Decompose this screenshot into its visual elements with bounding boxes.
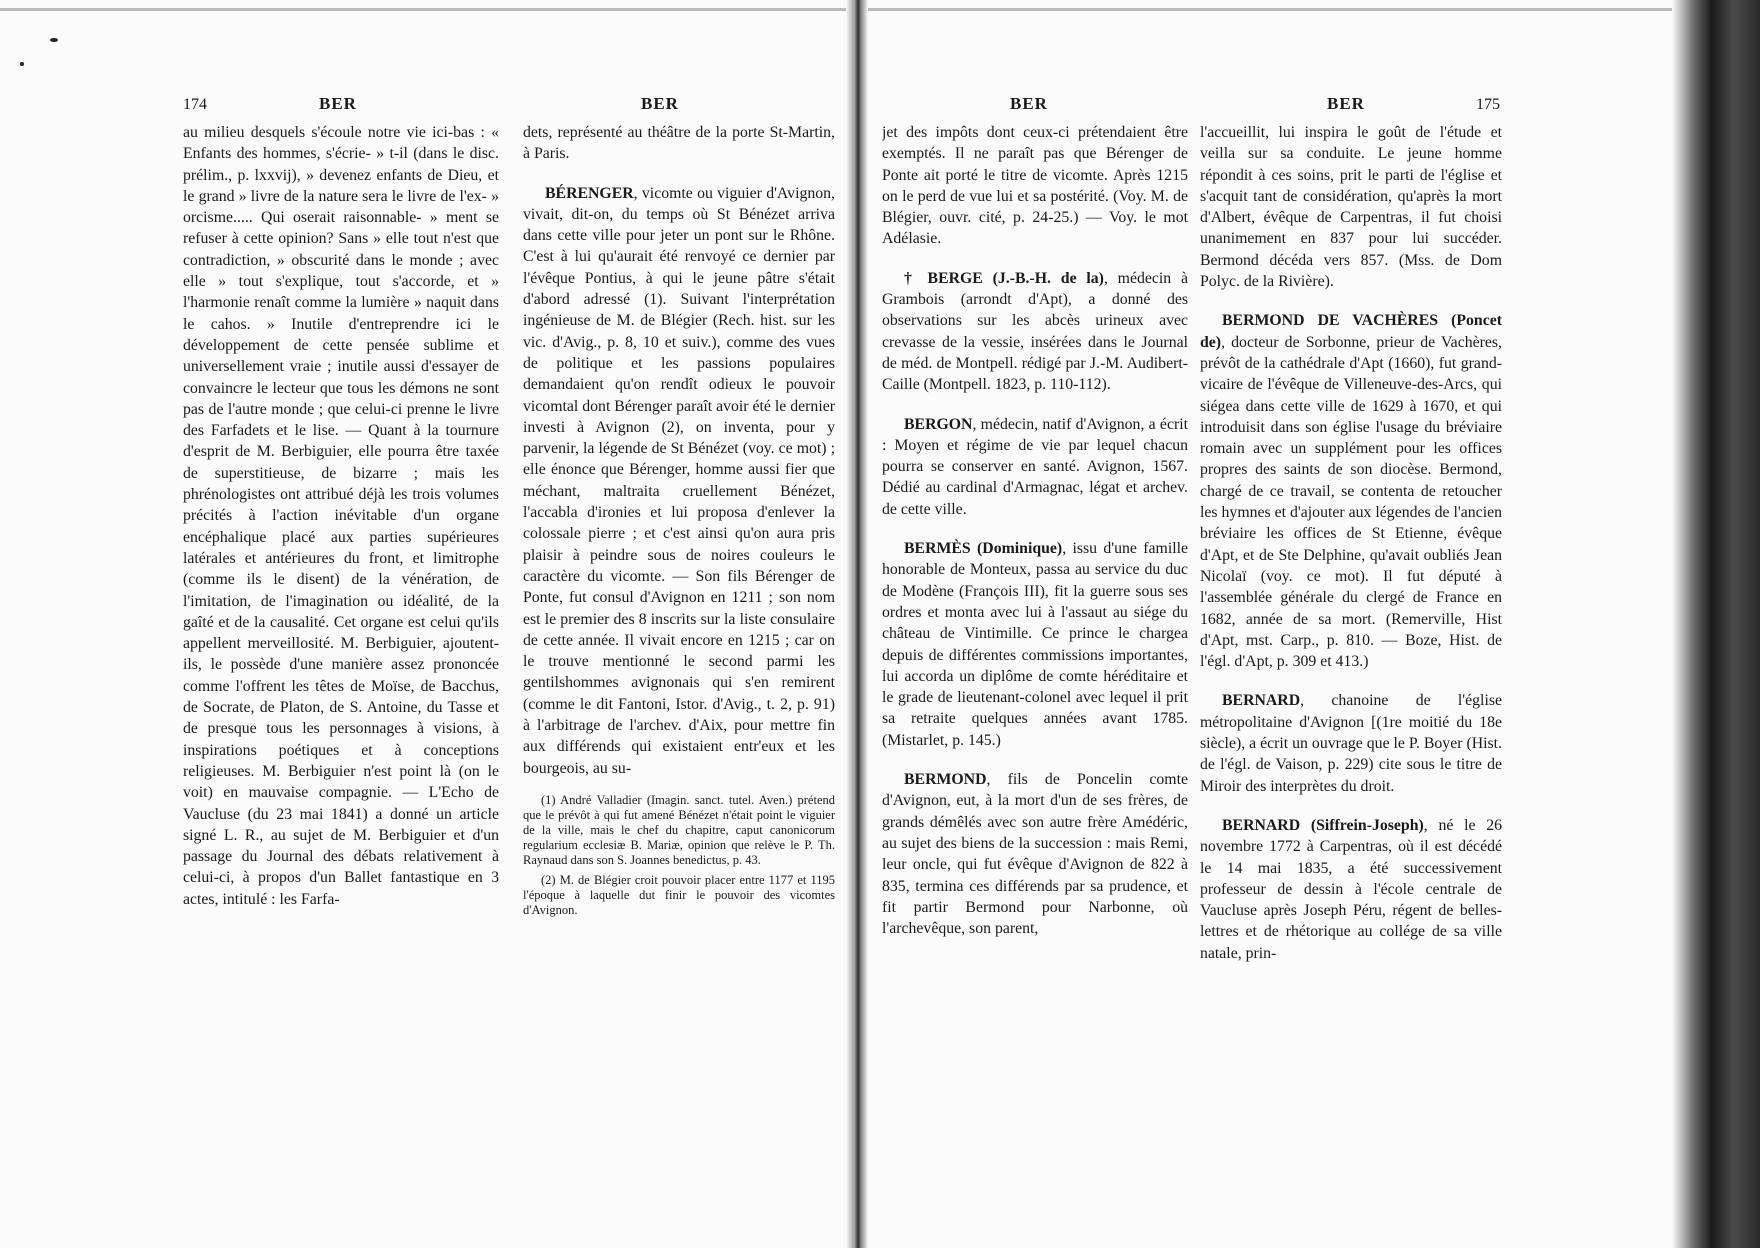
entry-bermond-de-vacheres <box>1200 310 1502 672</box>
entry-text: , médecin à Grambois (arrondt d'Apt), a donné des observations sur les abcès urineux avec crevasse de la vessie, insérées dans le Journal de méd. de Montpell. rédigé par J.-M. Audibert-Caille (Montpell. 1823, p. 110-112). <box>882 269 1188 394</box>
entry-bermond <box>882 769 1188 939</box>
paragraph: jet des impôts dont ceux-ci prétendaient être exemptés. Il ne paraît pas que Bérenger de Ponte ait porté le titre de vicomte. Après 1215 on le perd de vue lui et sa postérité. (Voy. M. de Blégier, ouvr. cité, p. 24-25.) — Voy. le mot Adélasie. <box>882 124 1188 248</box>
page-header <box>882 96 1502 122</box>
entry-bernard <box>1200 690 1502 796</box>
entry-text: , vicomte ou viguier d'Avignon, vivait, dit-on, du temps où St Bénézet arriva dans cette ville pour jeter un pont sur le Rhône. C'est à lui qu'aurait été renvoyé ce dernier par l'évêque Pontius, à qui le jeune pâtre s'était d'abord adressé (1). Suivant l'interprétation ingénieuse de M. de Blégier (Rech. hist. sur les vic. d'Avig., p. 8, 10 et suiv.), comme des vues de politique et les passions populaires demandaient qu'on rendît odieux le pouvoir vicomtal dont Bérenger paraît avoir été le dernier investi à Avignon (2), on inventa, pour y parvenir, la légende de St Bénézet (voy. ce mot) ; elle énonce que Bérenger, homme aussi fier que méchant, maltraita cruellement Bénézet, l'accabla d'ironies et lui proposa d'enlever la colossale pierre ; et c'est ainsi qu'on aura pris plaisir à peindre sous de noires couleurs le caractère du vicomte. — Son fils Bérenger de Ponte, fut consul d'Avignon en 1211 ; son nom est le premier des 8 inscrits sur la liste consulaire de cette année. Il vivait encore en 1215 ; car on le trouve mentionné le second parmi les gentilshommes avignonais qui s'en remirent (comme le dit Fantoni, Istor. d'Avig., t. 2, p. 91) à l'arbitrage de l'archev. d'Aix, pour mettre fin aux différends qui existaient entr'eux et les bourgeois, au su- <box>523 184 835 777</box>
text-columns <box>183 122 835 1216</box>
footnote: (2) M. de Blégier croit pouvoir placer entre 1177 et 1195 l'époque à laquelle dut finir le pouvoir des vicomtes d'Avignon. <box>523 872 835 917</box>
footnote-separator <box>523 779 835 793</box>
column-right <box>1200 122 1502 1216</box>
entry-text: , chanoine de l'église métropolitaine d'Avignon [(1re moitié du 18e siècle), a écrit un ouvrage que le P. Boyer (Hist. de l'égl. de Vaison, p. 229) cite sous le titre de Miroir des interprètes du droit. <box>1200 692 1502 795</box>
entry-headword: BERMOND DE VACHÈRES (Poncet de) <box>1200 312 1502 351</box>
paragraph: l'accueillit, lui inspira le goût de l'étude et veilla sur sa conduite. Le jeune homme répondit à ces soins, prit le parti de l'église et s'acquit tant de considération, qu'après la mort d'Albert, évêque de Carpentras, il fut choisi unanimement en 837 pour lui succéder. Bermond décéda vers 857. (Mss. de Dom Polyc. de la Rivière). <box>1200 124 1502 291</box>
entry-text: , issu d'une famille honorable de Monteux, passa au service du duc de Modène (François III), fit la guerre sous ses ordres et monta avec lui à l'assaut au siége du château de Vintimille. Ce prince le chargea depuis de différentes commissions importantes, lui accorda un diplôme de comte héréditaire et le grade de lieutenant-colonel avec lequel il prit sa retraite quelques années avant 1785. (Mistarlet, p. 145.) <box>882 540 1188 749</box>
entry-berge <box>882 268 1188 396</box>
text-columns <box>882 122 1502 1216</box>
entry-headword: † BERGE (J.-B.-H. de la) <box>904 269 1104 287</box>
entry-headword: BERMÈS (Dominique) <box>904 540 1063 558</box>
ink-speck <box>20 62 24 66</box>
entry-headword: BERNARD (Siffrein-Joseph) <box>1222 816 1424 834</box>
entry-text: , docteur de Sorbonne, prieur de Vachères, prévôt de la cathédrale d'Apt (1660), fut grand-vicaire de l'évêque de Villeneuve-des-Arcs, qui siégea dans cette ville de 1629 à 1670, et qui introduisit dans son église l'usage du bréviaire romain avec un supplément pour les offices propres des saints de son diocèse. Bermond, chargé de ce travail, se contenta de retoucher les hymnes et d'ajouter aux légendes de l'ancien bréviaire les offices de St Etienne, évêque d'Apt, et de Ste Delphine, qu'avait oubliés Jean Nicolaï (voy. ce mot). Il fut député à l'assemblée générale du clergé de France en 1682, année de sa mort. (Remerville, Hist d'Apt, mst. Carp., p. 810. — Boze, Hist. de l'égl. d'Apt, p. 309 et 413.) <box>1200 333 1502 671</box>
entry-text: , médecin, natif d'Avignon, a écrit : Moyen et régime de vie par lequel chacun pourra se conserver en santé. Avignon, 1567. Dédié au cardinal d'Armagnac, légat et archev. de cette ville. <box>882 415 1188 518</box>
entry-headword: BERGON <box>904 415 973 433</box>
entry-headword: BÉRENGER <box>545 184 634 202</box>
entry-headword: BERMOND <box>904 771 987 789</box>
page-number: 175 <box>1476 96 1500 113</box>
footnote: (1) André Valladier (Imagin. sanct. tutel. Aven.) prétend que le prévôt à qui fut amené Bénézet n'était point le viguier de la ville, mais le chef du chapitre, caput canonicorum regularium ecclesiæ B. Mariæ, opinion que relève le P. Th. Raynaud dans son S. Joannes benedictus, p. 43. <box>523 792 835 867</box>
left-page <box>183 96 835 1216</box>
column-left <box>882 122 1188 1216</box>
running-headword: BER <box>1327 94 1365 113</box>
page-edge-shadow <box>1672 0 1760 1248</box>
right-page <box>882 96 1502 1216</box>
entry-headword: BERNARD <box>1222 692 1301 710</box>
entry-text: , fils de Poncelin comte d'Avignon, eut, à la mort d'un de ses frères, de grands démêlés avec son autre frère Amédéric, au sujet des biens de la succession : mais Remi, leur oncle, qui fut évêque d'Avignon de 822 à 835, termina ces différends par sa prudence, et fit partir Bermond pour Narbonne, où l'archevêque, son parent, <box>882 771 1188 938</box>
entry-bermes <box>882 538 1188 751</box>
paragraph: dets, représenté au théâtre de la porte St-Martin, à Paris. <box>523 124 835 163</box>
page-number: 174 <box>183 96 207 113</box>
entry-bergon <box>882 414 1188 520</box>
entry-berenger <box>523 183 835 779</box>
ink-speck <box>50 38 58 42</box>
entry-text: , né le 26 novembre 1772 à Carpentras, où il est décédé le 14 mai 1835, a été successivement professeur de dessin à l'école centrale de Vaucluse après Joseph Péru, régent de belles-lettres et de rhétorique au collége de sa ville natale, prin- <box>1200 816 1502 962</box>
book-gutter <box>846 0 868 1248</box>
column-left <box>183 122 499 1216</box>
column-right <box>523 122 835 1216</box>
running-headword: BER <box>641 94 679 113</box>
entry-bernard-siffrein <box>1200 815 1502 964</box>
page-header <box>183 96 835 122</box>
running-headword: BER <box>1010 94 1048 113</box>
paragraph: au milieu desquels s'écoule notre vie ici-bas : « Enfants des hommes, s'écrie- » t-il (dans le disc. prélim., p. lxxvij), » devenez enfants de Dieu, et le grand » livre de la nature sera le livre de l'ex- » orcisme..... Qui oserait raisonnable- » ment se refuser à cette opinion? Sans » elle tout n'est que contradiction, » obscurité dans le monde ; avec elle » tout s'explique, tout s'accorde, et » l'harmonie renaît comme la lumière » naquit dans le cahos. » Inutile d'entreprendre ici le développement de cette pensée sublime et universellement vraie ; inutile aussi d'essayer de convaincre le lecteur que tous les démons ne sont pas de l'autre monde ; que celui-ci prenne le livre des Farfadets et le lise. — Quant à la tournure d'esprit de M. Berbiguier, elle pourra être taxée de superstitieuse, de bizarre ; mais les phrénologistes ont attribué déjà les trois volumes précités à l'action inévitable d'un organe encéphalique placé aux parties supérieures latérales et antérieures du front, et limitrophe (comme ils le disent) de la vénération, de l'imitation, de l'imagination ou idéalité, de la gaîté et de la causalité. Cet organe est celui qu'ils appellent merveillosité. M. Berbiguier, ajoutent-ils, le possède d'une manière assez prononcée comme l'offrent les têtes de Moïse, de Bacchus, de Socrate, de Platon, de S. Antoine, du Tasse et de presque tous les personnages à visions, à inspirations poétiques et à conceptions religieuses. M. Berbiguier n'est point là (on le voit) en mauvaise compagnie. — L'Echo de Vaucluse (du 23 mai 1841) a donné un article signé L. R., au sujet de M. Berbiguier et d'un passage du Journal des débats relativement à celui-ci, à propos d'un Ballet fantastique en 3 actes, intitulé : les Farfa- <box>183 124 499 908</box>
running-headword: BER <box>319 94 357 113</box>
